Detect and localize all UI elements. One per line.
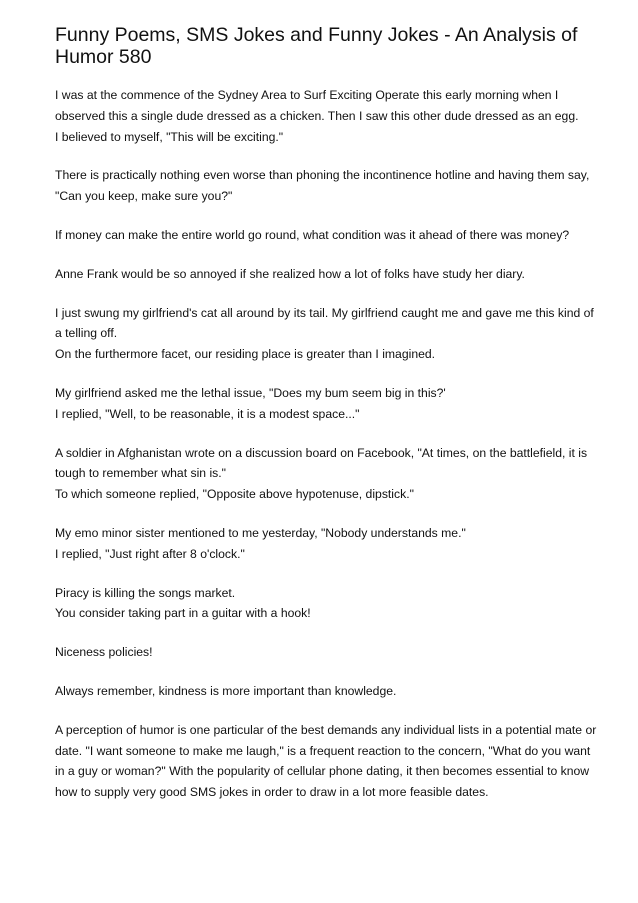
document-title: Funny Poems, SMS Jokes and Funny Jokes - An Analysis of Humor 580 <box>55 24 578 68</box>
paragraph-2 <box>55 165 598 207</box>
paragraph-line: On the furthermore facet, our residing place is greater than I imagined. <box>55 347 436 362</box>
paragraph-line: Niceness policies! <box>55 645 153 660</box>
paragraph-line: If money can make the entire world go round, what condition was it ahead of there was money? <box>55 227 570 242</box>
paragraph-6 <box>55 383 598 425</box>
paragraph-5 <box>55 303 598 365</box>
paragraph-line: My girlfriend asked me the lethal issue, "Does my bum seem big in this?' <box>55 385 446 400</box>
paragraph-line: There is practically nothing even worse than phoning the incontinence hotline and having them say, "Can you keep, make sure you?" <box>55 168 590 204</box>
paragraph-line: I was at the commence of the Sydney Area to Surf Exciting Operate this early morning when I observed this a single dude dressed as a chicken. Then I saw this other dude dressed as an egg. <box>55 88 579 123</box>
paragraph-line: My emo minor sister mentioned to me yesterday, "Nobody understands me." <box>55 525 466 540</box>
paragraph-12 <box>55 720 598 803</box>
paragraph-8 <box>55 523 598 565</box>
paragraph-line: Always remember, kindness is more important than knowledge. <box>55 683 397 698</box>
paragraph-line: I replied, "Well, to be reasonable, it is a modest space..." <box>55 406 360 421</box>
paragraph-7 <box>55 443 598 505</box>
paragraph-line: Piracy is killing the songs market. <box>55 585 236 600</box>
paragraph-line: You consider taking part in a guitar with a hook! <box>55 606 311 621</box>
paragraph-line: I just swung my girlfriend's cat all around by its tail. My girlfriend caught me and gave me this kind of a telling off. <box>55 305 594 341</box>
paragraph-10 <box>55 642 598 663</box>
paragraph-line: I believed to myself, "This will be exciting." <box>55 129 284 144</box>
paragraph-4 <box>55 264 598 285</box>
paragraph-3 <box>55 225 598 246</box>
paragraph-line: To which someone replied, "Opposite above hypotenuse, dipstick." <box>55 487 414 502</box>
paragraph-line: A perception of humor is one particular of the best demands any individual lists in a potential mate or date. "I want someone to make me laugh," is a frequent reaction to the concern, "What do you want in a guy or woman?" With the popularity of cellular phone dating, it then becomes essential to know how to supply very good SMS jokes in order to draw in a lot more feasible dates. <box>55 722 597 800</box>
paragraph-11 <box>55 681 598 702</box>
paragraph-9 <box>55 583 598 625</box>
paragraph-line: Anne Frank would be so annoyed if she realized how a lot of folks have study her diary. <box>55 266 525 281</box>
paragraph-line: A soldier in Afghanistan wrote on a discussion board on Facebook, "At times, on the battlefield, it is tough to remember what sin is." <box>55 445 588 481</box>
paragraph-1 <box>55 85 598 147</box>
paragraph-line: I replied, "Just right after 8 o'clock." <box>55 546 245 561</box>
